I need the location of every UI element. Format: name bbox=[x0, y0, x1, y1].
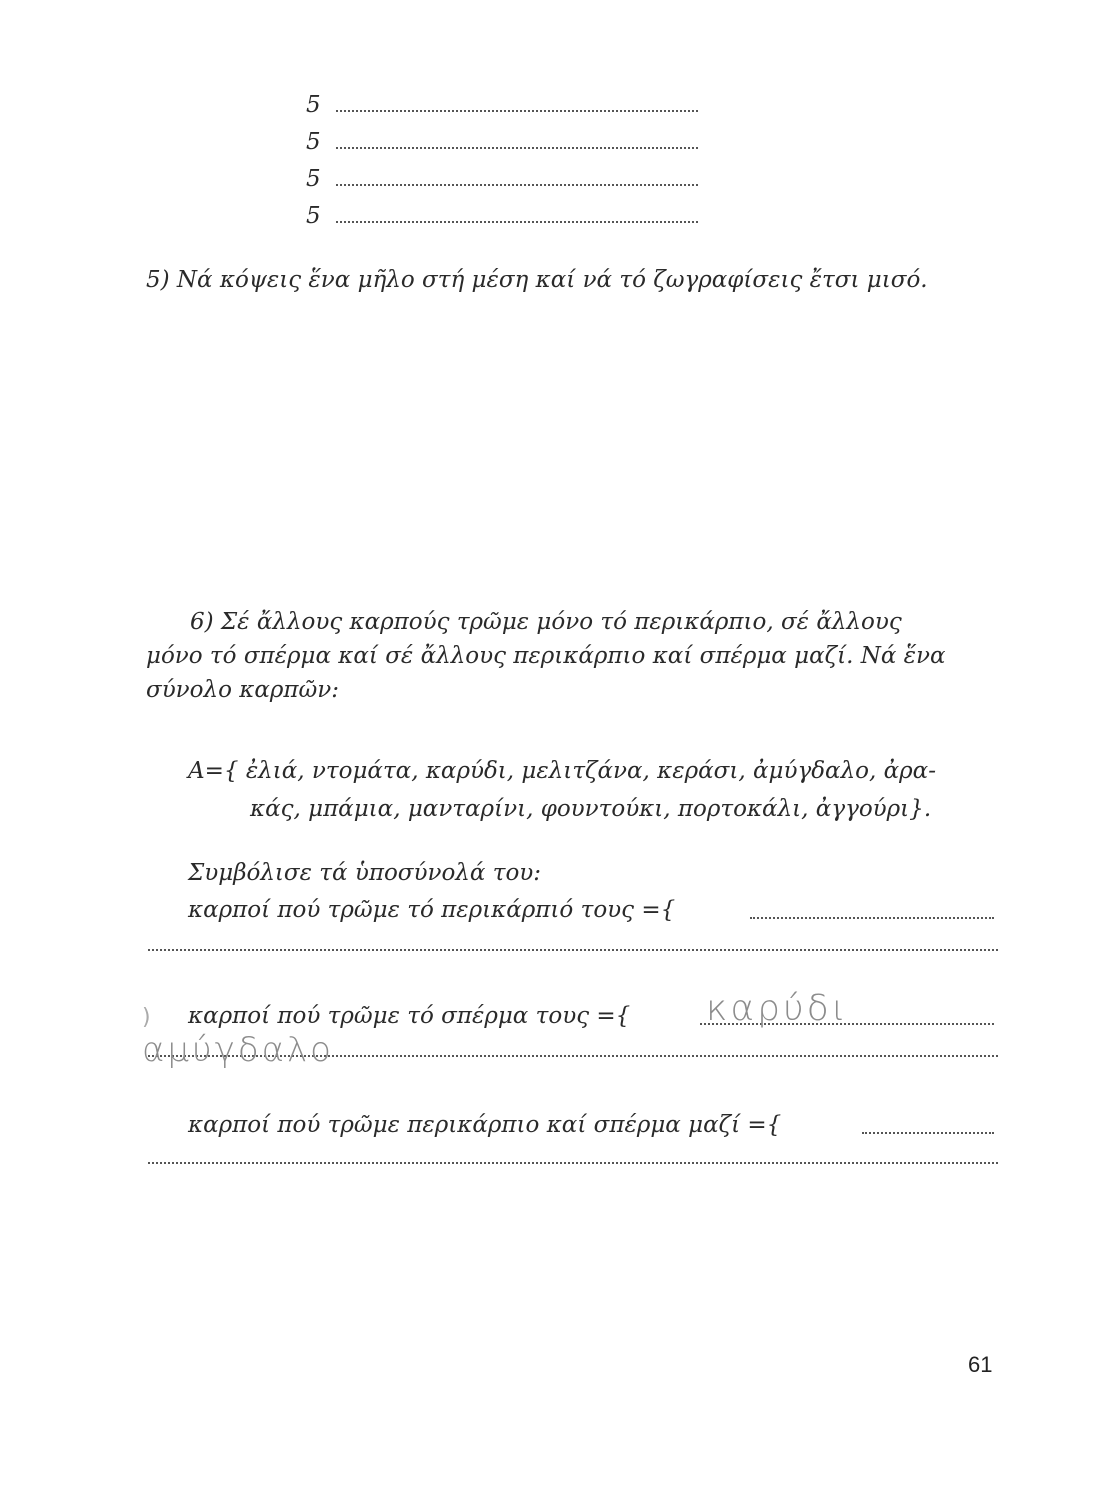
exercise-6-text bbox=[146, 605, 998, 707]
dotted-line bbox=[336, 162, 698, 186]
subset-pericarp-answer-line-2[interactable] bbox=[148, 947, 998, 951]
subset-seed-label: καρποί πού τρῶμε τό σπέρμα τους ={ bbox=[188, 1003, 631, 1029]
answer-line-2 bbox=[306, 125, 706, 157]
subset-both-answer-line-2[interactable] bbox=[148, 1160, 998, 1164]
dotted-line bbox=[336, 125, 698, 149]
subset-pericarp-answer-line[interactable] bbox=[750, 915, 994, 919]
answer-line-number: 5 bbox=[306, 129, 321, 155]
answer-line-number: 5 bbox=[306, 92, 321, 118]
fruit-set-definition bbox=[188, 752, 998, 828]
instruction-text: Συμβόλισε τά ὑποσύνολά του: bbox=[188, 860, 542, 886]
answer-line-number: 5 bbox=[306, 166, 321, 192]
dotted-line bbox=[336, 88, 698, 112]
pencil-mark: ) bbox=[142, 1005, 151, 1030]
subset-both-answer-line[interactable] bbox=[862, 1130, 994, 1134]
handwritten-answer-almond: αμύγδαλο bbox=[142, 1030, 334, 1070]
fruit-set-line-2: κάς, μπάμια, μανταρίνι, φουντούκι, πορτοκάλι, ἀγγούρι}. bbox=[250, 796, 932, 822]
exercise-6-line-3: σύνολο καρπῶν: bbox=[146, 677, 339, 703]
answer-line-1 bbox=[306, 88, 706, 120]
subset-both-label: καρποί πού τρῶμε περικάρπιο καί σπέρμα μαζί ={ bbox=[188, 1112, 782, 1138]
answer-line-number: 5 bbox=[306, 203, 321, 229]
fruit-set-line-1: Α={ ἐλιά, ντομάτα, καρύδι, μελιτζάνα, κεράσι, ἀμύγδαλο, ἀρα- bbox=[188, 758, 936, 784]
answer-line-4 bbox=[306, 199, 706, 231]
handwritten-answer-walnut: καρύδι bbox=[706, 988, 849, 1029]
dotted-line bbox=[336, 199, 698, 223]
exercise-6-line-2: μόνο τό σπέρμα καί σέ ἄλλους περικάρπιο καί σπέρμα μαζί. Νά ἕνα bbox=[146, 643, 946, 669]
subset-pericarp-label: καρποί πού τρῶμε τό περικάρπιό τους ={ bbox=[188, 897, 676, 923]
page-number: 61 bbox=[968, 1352, 993, 1377]
exercise-6-line-1: 6) Σέ ἄλλους καρπούς τρῶμε μόνο τό περικάρπιο, σέ ἄλλους bbox=[190, 609, 902, 635]
answer-line-3 bbox=[306, 162, 706, 194]
exercise-5-text: 5) Νά κόψεις ἕνα μῆλο στή μέση καί νά τό ζωγραφίσεις ἔτσι μισό. bbox=[146, 267, 928, 293]
